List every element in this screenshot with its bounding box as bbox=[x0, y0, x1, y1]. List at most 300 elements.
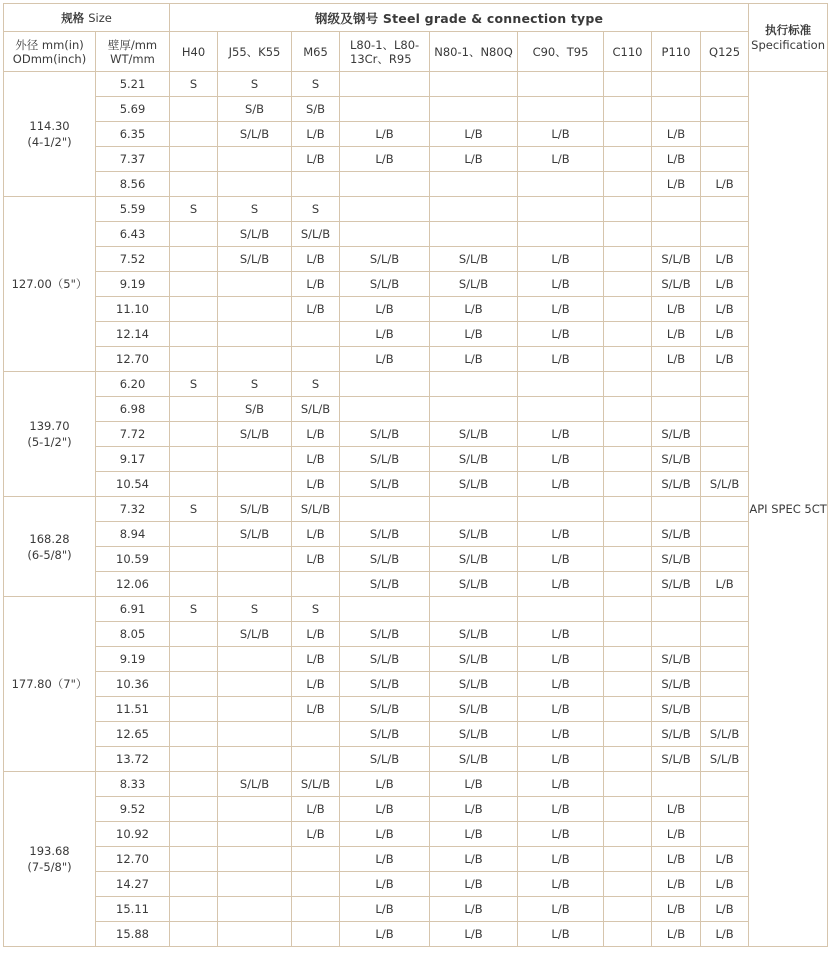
connection-cell bbox=[652, 97, 701, 122]
connection-cell: L/B bbox=[430, 297, 518, 322]
connection-cell bbox=[430, 597, 518, 622]
connection-cell bbox=[701, 672, 749, 697]
connection-cell bbox=[604, 72, 652, 97]
connection-cell: L/B bbox=[518, 672, 604, 697]
table-row bbox=[4, 272, 828, 297]
connection-cell bbox=[170, 522, 218, 547]
grade-label: Q125 bbox=[709, 44, 741, 59]
connection-cell bbox=[701, 797, 749, 822]
connection-cell: L/B bbox=[292, 797, 340, 822]
wall-thickness-cell: 7.72 bbox=[96, 422, 170, 447]
connection-cell bbox=[430, 72, 518, 97]
connection-cell bbox=[292, 572, 340, 597]
connection-cell bbox=[170, 672, 218, 697]
connection-cell bbox=[170, 297, 218, 322]
connection-cell: L/B bbox=[292, 422, 340, 447]
connection-cell bbox=[170, 797, 218, 822]
connection-cell: S/L/B bbox=[340, 447, 430, 472]
connection-cell bbox=[604, 822, 652, 847]
connection-cell bbox=[292, 847, 340, 872]
wall-thickness-cell: 8.94 bbox=[96, 522, 170, 547]
connection-cell: L/B bbox=[518, 297, 604, 322]
connection-cell: L/B bbox=[340, 847, 430, 872]
connection-cell bbox=[218, 697, 292, 722]
connection-cell: S/L/B bbox=[652, 722, 701, 747]
connection-cell bbox=[170, 97, 218, 122]
table-row bbox=[4, 872, 828, 897]
connection-cell: L/B bbox=[292, 522, 340, 547]
connection-cell: L/B bbox=[652, 172, 701, 197]
connection-cell bbox=[652, 772, 701, 797]
wall-thickness-cell: 11.10 bbox=[96, 297, 170, 322]
connection-cell: L/B bbox=[518, 147, 604, 172]
table-row bbox=[4, 672, 828, 697]
connection-cell bbox=[340, 72, 430, 97]
connection-cell: S bbox=[218, 597, 292, 622]
wall-thickness-cell: 12.14 bbox=[96, 322, 170, 347]
connection-cell: S/L/B bbox=[430, 622, 518, 647]
specification-cell: API SPEC 5CT bbox=[749, 72, 828, 947]
od-inch: (6-5/8") bbox=[27, 547, 72, 562]
connection-cell bbox=[701, 372, 749, 397]
wall-thickness-cell: 10.54 bbox=[96, 472, 170, 497]
connection-cell: L/B bbox=[430, 797, 518, 822]
connection-cell: S/L/B bbox=[340, 672, 430, 697]
connection-cell: S/L/B bbox=[430, 447, 518, 472]
connection-cell: L/B bbox=[518, 447, 604, 472]
table-row bbox=[4, 747, 828, 772]
wall-thickness-cell: 11.51 bbox=[96, 697, 170, 722]
connection-cell: L/B bbox=[701, 247, 749, 272]
connection-cell bbox=[604, 597, 652, 622]
connection-cell bbox=[170, 572, 218, 597]
connection-cell bbox=[604, 122, 652, 147]
connection-cell: S/L/B bbox=[652, 672, 701, 697]
table-row bbox=[4, 697, 828, 722]
connection-cell bbox=[340, 222, 430, 247]
table-row bbox=[4, 547, 828, 572]
connection-cell bbox=[701, 147, 749, 172]
table-row bbox=[4, 497, 828, 522]
connection-cell: L/B bbox=[292, 547, 340, 572]
connection-cell: L/B bbox=[518, 347, 604, 372]
connection-cell bbox=[604, 297, 652, 322]
od-column-header bbox=[4, 32, 96, 72]
connection-cell bbox=[430, 97, 518, 122]
od-inch: (5-1/2") bbox=[27, 435, 72, 449]
grade-label-line2: 13Cr、R95 bbox=[350, 51, 412, 66]
od-cell bbox=[4, 772, 96, 947]
od-cell bbox=[4, 597, 96, 772]
connection-cell bbox=[218, 447, 292, 472]
connection-cell: L/B bbox=[652, 297, 701, 322]
connection-cell: S/L/B bbox=[340, 697, 430, 722]
connection-cell bbox=[701, 822, 749, 847]
connection-cell bbox=[604, 172, 652, 197]
connection-cell bbox=[701, 772, 749, 797]
connection-cell bbox=[604, 747, 652, 772]
connection-cell bbox=[652, 222, 701, 247]
table-header bbox=[4, 4, 828, 72]
table-row bbox=[4, 322, 828, 347]
table-row bbox=[4, 197, 828, 222]
connection-cell bbox=[604, 497, 652, 522]
casing-spec-table bbox=[3, 3, 828, 947]
connection-cell bbox=[170, 622, 218, 647]
connection-cell: L/B bbox=[701, 297, 749, 322]
size-header bbox=[4, 4, 170, 32]
header-row-2 bbox=[4, 32, 828, 72]
wall-thickness-cell: 9.52 bbox=[96, 797, 170, 822]
table-row bbox=[4, 247, 828, 272]
connection-cell: S/L/B bbox=[340, 422, 430, 447]
connection-cell bbox=[170, 397, 218, 422]
wall-thickness-cell: 6.98 bbox=[96, 397, 170, 422]
connection-cell bbox=[701, 522, 749, 547]
header-row-1 bbox=[4, 4, 828, 32]
connection-cell: L/B bbox=[701, 847, 749, 872]
connection-cell bbox=[292, 722, 340, 747]
connection-cell: S/L/B bbox=[701, 747, 749, 772]
connection-cell: S/L/B bbox=[430, 247, 518, 272]
casing-spec-table-container bbox=[3, 3, 828, 947]
wall-thickness-cell: 6.43 bbox=[96, 222, 170, 247]
connection-cell bbox=[604, 322, 652, 347]
connection-cell bbox=[604, 447, 652, 472]
connection-cell bbox=[604, 697, 652, 722]
connection-cell: L/B bbox=[292, 147, 340, 172]
wt-column-header bbox=[96, 32, 170, 72]
connection-cell bbox=[170, 347, 218, 372]
connection-cell bbox=[518, 222, 604, 247]
connection-cell bbox=[604, 872, 652, 897]
connection-cell: S/L/B bbox=[430, 472, 518, 497]
wall-thickness-cell: 14.27 bbox=[96, 872, 170, 897]
connection-cell bbox=[604, 622, 652, 647]
connection-cell: L/B bbox=[518, 772, 604, 797]
table-row bbox=[4, 122, 828, 147]
table-row bbox=[4, 847, 828, 872]
connection-cell: S bbox=[170, 372, 218, 397]
table-row bbox=[4, 422, 828, 447]
connection-cell: S/L/B bbox=[701, 472, 749, 497]
connection-cell: L/B bbox=[340, 147, 430, 172]
connection-cell bbox=[170, 647, 218, 672]
table-row bbox=[4, 97, 828, 122]
connection-cell bbox=[701, 422, 749, 447]
connection-cell: S/L/B bbox=[430, 647, 518, 672]
grade-header-c90-t95 bbox=[518, 32, 604, 72]
size-title-en: Size bbox=[88, 10, 112, 25]
connection-cell bbox=[652, 622, 701, 647]
connection-cell: S/L/B bbox=[652, 547, 701, 572]
wall-thickness-cell: 10.59 bbox=[96, 547, 170, 572]
connection-cell: S/L/B bbox=[340, 247, 430, 272]
connection-cell: S/L/B bbox=[218, 522, 292, 547]
connection-cell bbox=[518, 197, 604, 222]
connection-cell: L/B bbox=[518, 722, 604, 747]
od-cell bbox=[4, 372, 96, 497]
connection-cell: S bbox=[170, 497, 218, 522]
connection-cell bbox=[604, 422, 652, 447]
connection-cell: S/L/B bbox=[652, 447, 701, 472]
connection-cell: S/L/B bbox=[430, 522, 518, 547]
wall-thickness-cell: 5.59 bbox=[96, 197, 170, 222]
spec-title-en: Specification bbox=[751, 37, 825, 52]
table-row bbox=[4, 572, 828, 597]
connection-cell bbox=[170, 422, 218, 447]
connection-cell bbox=[701, 222, 749, 247]
connection-cell bbox=[218, 797, 292, 822]
connection-cell: L/B bbox=[292, 122, 340, 147]
grade-group-header: 钢级及钢号 Steel grade & connection type bbox=[170, 4, 749, 32]
connection-cell: L/B bbox=[518, 847, 604, 872]
connection-cell: S bbox=[292, 197, 340, 222]
grade-label: H40 bbox=[181, 44, 206, 59]
connection-cell: L/B bbox=[340, 822, 430, 847]
connection-cell bbox=[430, 172, 518, 197]
table-row bbox=[4, 922, 828, 947]
od-mm: 193.68 bbox=[29, 844, 70, 858]
connection-cell: S/L/B bbox=[340, 572, 430, 597]
connection-cell: L/B bbox=[652, 872, 701, 897]
connection-cell: S/L/B bbox=[430, 722, 518, 747]
connection-cell bbox=[604, 147, 652, 172]
connection-cell bbox=[430, 222, 518, 247]
connection-cell: L/B bbox=[340, 122, 430, 147]
connection-cell: L/B bbox=[518, 522, 604, 547]
connection-cell: S/L/B bbox=[340, 272, 430, 297]
connection-cell bbox=[218, 572, 292, 597]
wall-thickness-cell: 8.56 bbox=[96, 172, 170, 197]
od-mm: 168.28 bbox=[29, 531, 70, 546]
connection-cell bbox=[652, 397, 701, 422]
od-mm: 177.80（7"） bbox=[11, 677, 88, 691]
connection-cell bbox=[218, 472, 292, 497]
connection-cell bbox=[218, 672, 292, 697]
wall-thickness-cell: 6.20 bbox=[96, 372, 170, 397]
connection-cell bbox=[170, 472, 218, 497]
connection-cell bbox=[604, 97, 652, 122]
wall-thickness-cell: 15.11 bbox=[96, 897, 170, 922]
connection-cell bbox=[604, 647, 652, 672]
connection-cell: S/L/B bbox=[340, 472, 430, 497]
connection-cell bbox=[604, 722, 652, 747]
connection-cell: L/B bbox=[518, 547, 604, 572]
connection-cell: S/L/B bbox=[218, 622, 292, 647]
connection-cell: S/L/B bbox=[430, 572, 518, 597]
connection-cell bbox=[292, 172, 340, 197]
connection-cell: S/L/B bbox=[340, 747, 430, 772]
wall-thickness-cell: 6.35 bbox=[96, 122, 170, 147]
connection-cell: L/B bbox=[701, 272, 749, 297]
connection-cell bbox=[430, 372, 518, 397]
connection-cell bbox=[430, 197, 518, 222]
connection-cell bbox=[701, 497, 749, 522]
connection-cell bbox=[701, 697, 749, 722]
connection-cell bbox=[170, 872, 218, 897]
connection-cell bbox=[518, 72, 604, 97]
connection-cell: S/L/B bbox=[652, 647, 701, 672]
connection-cell bbox=[604, 272, 652, 297]
connection-cell bbox=[604, 847, 652, 872]
grade-label: J55、K55 bbox=[228, 44, 281, 59]
od-inch: (4-1/2") bbox=[27, 135, 72, 149]
connection-cell: L/B bbox=[340, 347, 430, 372]
connection-cell bbox=[170, 747, 218, 772]
connection-cell bbox=[604, 922, 652, 947]
connection-cell bbox=[170, 722, 218, 747]
od-mm: 139.70 bbox=[29, 419, 70, 433]
table-body bbox=[4, 72, 828, 947]
connection-cell bbox=[652, 597, 701, 622]
wall-thickness-cell: 12.65 bbox=[96, 722, 170, 747]
specification-header bbox=[749, 4, 828, 72]
table-row bbox=[4, 347, 828, 372]
table-row bbox=[4, 897, 828, 922]
connection-cell: S/B bbox=[218, 397, 292, 422]
connection-cell: S bbox=[292, 72, 340, 97]
connection-cell: L/B bbox=[340, 322, 430, 347]
connection-cell bbox=[170, 772, 218, 797]
connection-cell: L/B bbox=[430, 322, 518, 347]
connection-cell: S bbox=[170, 72, 218, 97]
grade-label: N80-1、N80Q bbox=[434, 44, 513, 59]
connection-cell bbox=[170, 922, 218, 947]
connection-cell: L/B bbox=[292, 472, 340, 497]
connection-cell bbox=[218, 847, 292, 872]
connection-cell: S/L/B bbox=[652, 747, 701, 772]
connection-cell bbox=[170, 447, 218, 472]
connection-cell bbox=[218, 872, 292, 897]
connection-cell: L/B bbox=[652, 897, 701, 922]
connection-cell: L/B bbox=[430, 922, 518, 947]
connection-cell: S/L/B bbox=[652, 247, 701, 272]
connection-cell bbox=[604, 372, 652, 397]
connection-cell: L/B bbox=[652, 797, 701, 822]
connection-cell bbox=[701, 597, 749, 622]
connection-cell: S/L/B bbox=[292, 497, 340, 522]
connection-cell: L/B bbox=[340, 297, 430, 322]
table-row bbox=[4, 797, 828, 822]
connection-cell: S/L/B bbox=[652, 522, 701, 547]
wall-thickness-cell: 9.17 bbox=[96, 447, 170, 472]
connection-cell: L/B bbox=[701, 572, 749, 597]
connection-cell bbox=[701, 547, 749, 572]
connection-cell bbox=[604, 222, 652, 247]
connection-cell bbox=[170, 847, 218, 872]
connection-cell: S/L/B bbox=[340, 647, 430, 672]
connection-cell: S/L/B bbox=[430, 747, 518, 772]
table-row bbox=[4, 222, 828, 247]
connection-cell bbox=[604, 197, 652, 222]
connection-cell: L/B bbox=[518, 272, 604, 297]
connection-cell: L/B bbox=[340, 872, 430, 897]
wall-thickness-cell: 10.36 bbox=[96, 672, 170, 697]
od-cell bbox=[4, 197, 96, 372]
connection-cell bbox=[218, 322, 292, 347]
connection-cell: L/B bbox=[340, 797, 430, 822]
grade-label: C90、T95 bbox=[532, 44, 589, 59]
wall-thickness-cell: 6.91 bbox=[96, 597, 170, 622]
connection-cell bbox=[652, 197, 701, 222]
size-title-cn: 规格 bbox=[61, 10, 85, 25]
connection-cell: S/L/B bbox=[430, 422, 518, 447]
spec-title-cn: 执行标准 bbox=[765, 22, 812, 37]
connection-cell bbox=[604, 347, 652, 372]
od-cell bbox=[4, 72, 96, 197]
connection-cell: L/B bbox=[701, 172, 749, 197]
connection-cell bbox=[518, 397, 604, 422]
connection-cell: S/L/B bbox=[218, 247, 292, 272]
connection-cell bbox=[518, 497, 604, 522]
connection-cell: L/B bbox=[518, 472, 604, 497]
connection-cell: S/L/B bbox=[652, 422, 701, 447]
connection-cell: L/B bbox=[518, 822, 604, 847]
connection-cell bbox=[604, 547, 652, 572]
grade-label: L80-1、L80- bbox=[350, 37, 420, 52]
connection-cell: L/B bbox=[430, 122, 518, 147]
connection-cell bbox=[701, 622, 749, 647]
connection-cell: S/L/B bbox=[340, 722, 430, 747]
od-mm: 114.30 bbox=[29, 119, 70, 133]
connection-cell: L/B bbox=[340, 922, 430, 947]
connection-cell bbox=[340, 197, 430, 222]
connection-cell bbox=[604, 672, 652, 697]
grade-header-p110 bbox=[652, 32, 701, 72]
connection-cell bbox=[604, 522, 652, 547]
connection-cell: S/L/B bbox=[652, 697, 701, 722]
connection-cell: L/B bbox=[518, 647, 604, 672]
connection-cell: S/L/B bbox=[292, 222, 340, 247]
table-row bbox=[4, 472, 828, 497]
connection-cell bbox=[701, 647, 749, 672]
connection-cell bbox=[218, 297, 292, 322]
connection-cell bbox=[340, 97, 430, 122]
connection-cell: S/L/B bbox=[652, 472, 701, 497]
connection-cell bbox=[518, 97, 604, 122]
connection-cell bbox=[218, 647, 292, 672]
connection-cell: S/L/B bbox=[340, 547, 430, 572]
connection-cell bbox=[340, 372, 430, 397]
connection-cell: S bbox=[218, 372, 292, 397]
connection-cell: L/B bbox=[430, 897, 518, 922]
grade-header-h40 bbox=[170, 32, 218, 72]
grade-header-c110 bbox=[604, 32, 652, 72]
connection-cell bbox=[604, 772, 652, 797]
connection-cell: S/L/B bbox=[430, 697, 518, 722]
connection-cell: S/L/B bbox=[430, 272, 518, 297]
connection-cell: S/L/B bbox=[430, 672, 518, 697]
connection-cell: S/B bbox=[218, 97, 292, 122]
connection-cell bbox=[701, 197, 749, 222]
connection-cell bbox=[701, 397, 749, 422]
connection-cell: S/L/B bbox=[218, 772, 292, 797]
table-row bbox=[4, 647, 828, 672]
table-row bbox=[4, 722, 828, 747]
connection-cell bbox=[218, 172, 292, 197]
connection-cell: L/B bbox=[430, 872, 518, 897]
connection-cell: S/L/B bbox=[340, 522, 430, 547]
connection-cell: S/L/B bbox=[652, 572, 701, 597]
connection-cell: S bbox=[292, 597, 340, 622]
connection-cell bbox=[652, 497, 701, 522]
connection-cell: L/B bbox=[652, 147, 701, 172]
wall-thickness-cell: 12.70 bbox=[96, 347, 170, 372]
connection-cell bbox=[518, 597, 604, 622]
connection-cell bbox=[292, 922, 340, 947]
connection-cell bbox=[430, 497, 518, 522]
